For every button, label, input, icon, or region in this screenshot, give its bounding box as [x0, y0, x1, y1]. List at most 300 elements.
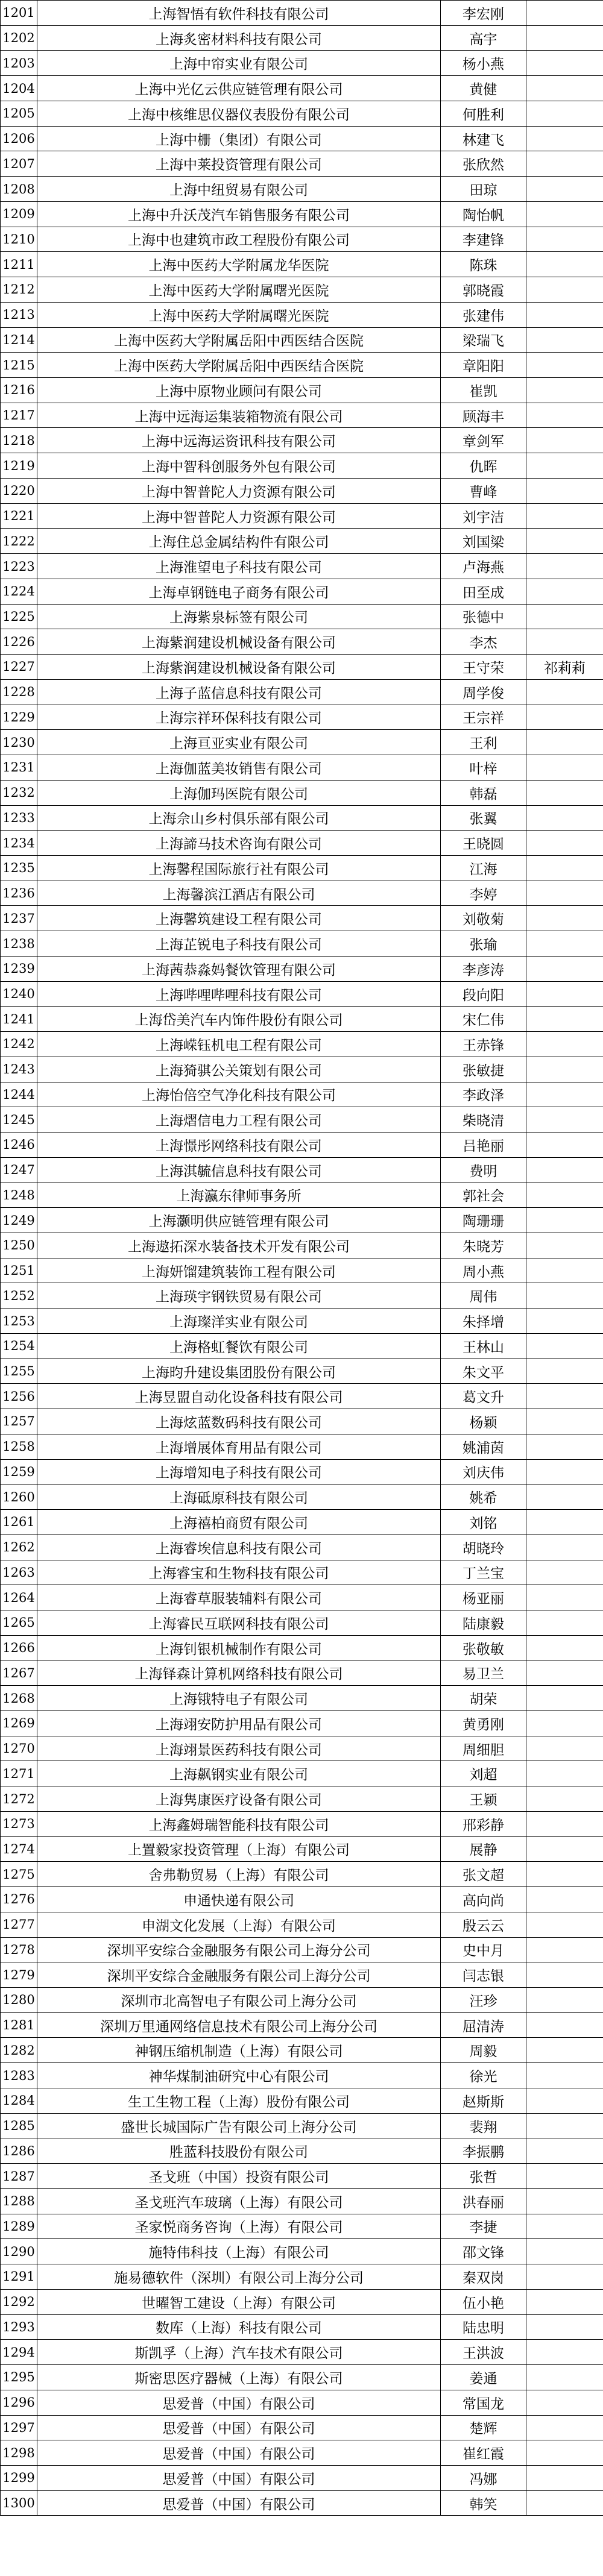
company-name: 舍弗勒贸易（上海）有限公司 [37, 1862, 441, 1887]
extra-name [526, 2239, 603, 2264]
company-name: 上海伽玛医院有限公司 [37, 780, 441, 805]
extra-name [526, 2314, 603, 2340]
extra-name [526, 1736, 603, 1761]
person-name: 胡荣 [441, 1686, 526, 1711]
table-row [1, 76, 603, 101]
extra-name [526, 403, 603, 428]
table-row [1, 831, 603, 856]
company-name: 上海伽蓝美妆销售有限公司 [37, 755, 441, 781]
company-name: 上海淮望电子科技有限公司 [37, 554, 441, 579]
person-name: 楚辉 [441, 2415, 526, 2440]
row-number: 1296 [1, 2390, 37, 2415]
extra-name [526, 277, 603, 303]
table-row [1, 503, 603, 529]
extra-name [526, 2390, 603, 2415]
person-name: 柴晓清 [441, 1107, 526, 1132]
table-row [1, 1359, 603, 1384]
company-name: 申通快递有限公司 [37, 1887, 441, 1912]
row-number: 1203 [1, 51, 37, 76]
table-row [1, 177, 603, 202]
person-name: 段向阳 [441, 981, 526, 1007]
row-number: 1263 [1, 1560, 37, 1585]
extra-name [526, 1560, 603, 1585]
extra-name [526, 1157, 603, 1183]
extra-name [526, 201, 603, 227]
extra-name [526, 1283, 603, 1308]
company-name: 施特伟科技（上海）有限公司 [37, 2239, 441, 2264]
company-name: 上海中纽贸易有限公司 [37, 177, 441, 202]
row-number: 1264 [1, 1585, 37, 1610]
table-row [1, 881, 603, 906]
table-row [1, 906, 603, 931]
row-number: 1238 [1, 931, 37, 957]
person-name: 韩笑 [441, 2490, 526, 2516]
row-number: 1247 [1, 1157, 37, 1183]
company-name: 上海憬彤网络科技有限公司 [37, 1132, 441, 1158]
table-row [1, 2038, 603, 2063]
table-row [1, 1157, 603, 1183]
company-name: 上海璨洋实业有限公司 [37, 1308, 441, 1334]
extra-name [526, 2138, 603, 2164]
person-name: 裴翔 [441, 2113, 526, 2138]
row-number: 1283 [1, 2063, 37, 2088]
person-name: 闫志银 [441, 1962, 526, 1988]
row-number: 1233 [1, 805, 37, 831]
row-number: 1252 [1, 1283, 37, 1308]
person-name: 屈清涛 [441, 2012, 526, 2038]
company-name: 上海中智普陀人力资源有限公司 [37, 503, 441, 529]
company-name: 上海紫润建设机械设备有限公司 [37, 629, 441, 655]
person-name: 姚浦茵 [441, 1434, 526, 1459]
person-name: 刘敬菊 [441, 906, 526, 931]
row-number: 1235 [1, 855, 37, 881]
table-row [1, 1862, 603, 1887]
person-name: 王洪波 [441, 2340, 526, 2365]
extra-name [526, 1132, 603, 1158]
company-name: 上海中医药大学附属岳阳中西医结合医院 [37, 327, 441, 353]
extra-name [526, 76, 603, 101]
table-row [1, 1686, 603, 1711]
table-row [1, 1233, 603, 1258]
extra-name [526, 1510, 603, 1535]
table-row [1, 2138, 603, 2164]
extra-name [526, 554, 603, 579]
company-name: 上海灏明供应链管理有限公司 [37, 1208, 441, 1233]
row-number: 1279 [1, 1962, 37, 1988]
row-number: 1243 [1, 1057, 37, 1082]
table-row [1, 805, 603, 831]
person-name: 崔凯 [441, 378, 526, 403]
row-number: 1215 [1, 353, 37, 378]
company-name: 申湖文化发展（上海）有限公司 [37, 1912, 441, 1937]
company-name: 上海中帘实业有限公司 [37, 51, 441, 76]
row-number: 1207 [1, 151, 37, 177]
company-name: 生工生物工程（上海）股份有限公司 [37, 2088, 441, 2113]
table-row [1, 2390, 603, 2415]
row-number: 1270 [1, 1736, 37, 1761]
extra-name [526, 302, 603, 327]
table-row [1, 1057, 603, 1082]
table-row [1, 1560, 603, 1585]
extra-name [526, 1359, 603, 1384]
person-name: 张德中 [441, 604, 526, 629]
table-row [1, 126, 603, 151]
company-name: 神华煤制油研究中心有限公司 [37, 2063, 441, 2088]
person-name: 刘铭 [441, 1510, 526, 1535]
person-name: 杨亚丽 [441, 1585, 526, 1610]
row-number: 1239 [1, 956, 37, 981]
person-name: 杨小燕 [441, 51, 526, 76]
table-row [1, 956, 603, 981]
company-name: 斯密思医疗器械（上海）有限公司 [37, 2365, 441, 2390]
row-number: 1224 [1, 579, 37, 604]
extra-name [526, 51, 603, 76]
person-name: 丁兰宝 [441, 1560, 526, 1585]
table-row [1, 2012, 603, 2038]
table-row [1, 705, 603, 730]
row-number: 1268 [1, 1686, 37, 1711]
row-number: 1273 [1, 1811, 37, 1836]
extra-name [526, 126, 603, 151]
table-row [1, 1660, 603, 1686]
row-number: 1298 [1, 2440, 37, 2466]
person-name: 张敏捷 [441, 1057, 526, 1082]
person-name: 何胜利 [441, 101, 526, 126]
extra-name [526, 1811, 603, 1836]
company-name: 上海炫蓝数码科技有限公司 [37, 1409, 441, 1434]
person-name: 周伟 [441, 1283, 526, 1308]
person-name: 伍小艳 [441, 2289, 526, 2314]
extra-name [526, 956, 603, 981]
extra-name [526, 428, 603, 453]
row-number: 1222 [1, 529, 37, 554]
table-row [1, 1434, 603, 1459]
extra-name [526, 1686, 603, 1711]
row-number: 1249 [1, 1208, 37, 1233]
company-name: 深圳市北高智电子有限公司上海分公司 [37, 1988, 441, 2013]
person-name: 高向尚 [441, 1887, 526, 1912]
extra-name [526, 2012, 603, 2038]
extra-name [526, 1912, 603, 1937]
person-name: 李政泽 [441, 1082, 526, 1107]
company-name: 上海佘山乡村俱乐部有限公司 [37, 805, 441, 831]
row-number: 1228 [1, 679, 37, 705]
row-number: 1256 [1, 1384, 37, 1409]
table-row [1, 1132, 603, 1158]
row-number: 1292 [1, 2289, 37, 2314]
row-number: 1217 [1, 403, 37, 428]
person-name: 殷云云 [441, 1912, 526, 1937]
person-name: 刘国梁 [441, 529, 526, 554]
row-number: 1281 [1, 2012, 37, 2038]
person-name: 韩磊 [441, 780, 526, 805]
person-name: 王颖 [441, 1786, 526, 1812]
table-row [1, 981, 603, 1007]
extra-name [526, 529, 603, 554]
extra-name [526, 831, 603, 856]
table-row [1, 529, 603, 554]
table-row [1, 1585, 603, 1610]
row-number: 1274 [1, 1836, 37, 1862]
row-number: 1290 [1, 2239, 37, 2264]
person-name: 宋仁伟 [441, 1007, 526, 1032]
company-name: 上海嵘钰机电工程有限公司 [37, 1032, 441, 1057]
extra-name [526, 2088, 603, 2113]
row-number: 1267 [1, 1660, 37, 1686]
company-name: 上海妍馏建筑装饰工程有限公司 [37, 1258, 441, 1283]
row-number: 1288 [1, 2188, 37, 2214]
company-name: 圣家悦商务咨询（上海）有限公司 [37, 2214, 441, 2239]
extra-name [526, 780, 603, 805]
extra-name [526, 1384, 603, 1409]
person-name: 王守荣 [441, 655, 526, 680]
extra-name [526, 101, 603, 126]
table-row [1, 201, 603, 227]
row-number: 1300 [1, 2490, 37, 2516]
company-name: 上海茜恭淼妈餐饮管理有限公司 [37, 956, 441, 981]
row-number: 1202 [1, 25, 37, 51]
extra-name [526, 1887, 603, 1912]
row-number: 1248 [1, 1183, 37, 1208]
row-number: 1294 [1, 2340, 37, 2365]
company-name: 上海中莱投资管理有限公司 [37, 151, 441, 177]
table-row [1, 1711, 603, 1736]
table-row [1, 1510, 603, 1535]
row-number: 1216 [1, 378, 37, 403]
person-name: 李婷 [441, 881, 526, 906]
extra-name [526, 378, 603, 403]
person-name: 张瑜 [441, 931, 526, 957]
row-number: 1255 [1, 1359, 37, 1384]
company-name: 思爱普（中国）有限公司 [37, 2440, 441, 2466]
person-name: 徐光 [441, 2063, 526, 2088]
row-number: 1226 [1, 629, 37, 655]
company-name: 世曜智工建设（上海）有限公司 [37, 2289, 441, 2314]
extra-name [526, 2440, 603, 2466]
table-row [1, 1887, 603, 1912]
row-number: 1212 [1, 277, 37, 303]
company-name: 上海諦马技术咨询有限公司 [37, 831, 441, 856]
company-name: 上海瑛宇钢铁贸易有限公司 [37, 1283, 441, 1308]
row-number: 1286 [1, 2138, 37, 2164]
table-row [1, 2264, 603, 2290]
company-name: 上海格虹餐饮有限公司 [37, 1333, 441, 1359]
extra-name [526, 2164, 603, 2189]
person-name: 陶珊珊 [441, 1208, 526, 1233]
row-number: 1275 [1, 1862, 37, 1887]
table-row [1, 1384, 603, 1409]
table-row [1, 604, 603, 629]
person-name: 李捷 [441, 2214, 526, 2239]
row-number: 1221 [1, 503, 37, 529]
table-row [1, 453, 603, 479]
extra-name [526, 2490, 603, 2516]
person-name: 姜通 [441, 2365, 526, 2390]
row-number: 1258 [1, 1434, 37, 1459]
table-row [1, 2314, 603, 2340]
table-row [1, 1, 603, 26]
extra-name [526, 353, 603, 378]
company-name: 上海昀升建设集团股份有限公司 [37, 1359, 441, 1384]
person-name: 葛文升 [441, 1384, 526, 1409]
table-row [1, 1032, 603, 1057]
extra-name [526, 1459, 603, 1484]
company-name: 施易德软件（深圳）有限公司上海分公司 [37, 2264, 441, 2290]
person-name: 黄健 [441, 76, 526, 101]
row-number: 1282 [1, 2038, 37, 2063]
table-row [1, 302, 603, 327]
extra-name [526, 453, 603, 479]
extra-name [526, 1484, 603, 1510]
company-name: 上海睿草服装辅料有限公司 [37, 1585, 441, 1610]
extra-name [526, 1057, 603, 1082]
extra-name [526, 629, 603, 655]
row-number: 1211 [1, 252, 37, 277]
person-name: 张哲 [441, 2164, 526, 2189]
company-name: 上海住总金属结构件有限公司 [37, 529, 441, 554]
person-name: 叶梓 [441, 755, 526, 781]
company-name: 上海翊景医药科技有限公司 [37, 1736, 441, 1761]
table-row [1, 780, 603, 805]
table-row [1, 277, 603, 303]
row-number: 1297 [1, 2415, 37, 2440]
company-name: 深圳万里通网络信息技术有限公司上海分公司 [37, 2012, 441, 2038]
extra-name [526, 1007, 603, 1032]
table-row [1, 755, 603, 781]
person-name: 周毅 [441, 2038, 526, 2063]
person-name: 郭晓霞 [441, 277, 526, 303]
row-number: 1271 [1, 1761, 37, 1786]
extra-name [526, 2340, 603, 2365]
extra-name [526, 2365, 603, 2390]
row-number: 1246 [1, 1132, 37, 1158]
roster-body [1, 1, 603, 2516]
table-row [1, 1962, 603, 1988]
table-row [1, 478, 603, 503]
extra-name [526, 1082, 603, 1107]
extra-name [526, 1183, 603, 1208]
table-row [1, 2365, 603, 2390]
extra-name [526, 151, 603, 177]
company-name: 上海卓钢链电子商务有限公司 [37, 579, 441, 604]
company-name: 上海中医药大学附属曙光医院 [37, 277, 441, 303]
company-name: 神钢压缩机制造（上海）有限公司 [37, 2038, 441, 2063]
company-name: 上海炙密材料科技有限公司 [37, 25, 441, 51]
extra-name [526, 2289, 603, 2314]
person-name: 黄勇刚 [441, 1711, 526, 1736]
extra-name [526, 881, 603, 906]
row-number: 1284 [1, 2088, 37, 2113]
table-row [1, 1635, 603, 1660]
table-row [1, 378, 603, 403]
company-name: 上海遨拓深水装备技术开发有限公司 [37, 1233, 441, 1258]
company-name: 上海中远海运集装箱物流有限公司 [37, 403, 441, 428]
extra-name [526, 252, 603, 277]
person-name: 张建伟 [441, 302, 526, 327]
table-row [1, 1736, 603, 1761]
row-number: 1242 [1, 1032, 37, 1057]
row-number: 1230 [1, 730, 37, 755]
extra-name [526, 1233, 603, 1258]
table-row [1, 2340, 603, 2365]
extra-name [526, 604, 603, 629]
person-name: 李建锋 [441, 227, 526, 252]
extra-name [526, 1585, 603, 1610]
person-name: 李振鹏 [441, 2138, 526, 2164]
extra-name [526, 2063, 603, 2088]
extra-name [526, 1208, 603, 1233]
extra-name [526, 1409, 603, 1434]
row-number: 1201 [1, 1, 37, 26]
table-row [1, 679, 603, 705]
table-row [1, 730, 603, 755]
extra-name [526, 2465, 603, 2490]
company-name: 上海砥原科技有限公司 [37, 1484, 441, 1510]
company-name: 圣戈班汽车玻璃（上海）有限公司 [37, 2188, 441, 2214]
row-number: 1232 [1, 780, 37, 805]
row-number: 1253 [1, 1308, 37, 1334]
row-number: 1260 [1, 1484, 37, 1510]
extra-name [526, 1862, 603, 1887]
table-row [1, 252, 603, 277]
person-name: 朱文平 [441, 1359, 526, 1384]
table-row [1, 2490, 603, 2516]
company-name: 数库（上海）科技有限公司 [37, 2314, 441, 2340]
person-name: 费明 [441, 1157, 526, 1183]
person-name: 邢彩静 [441, 1811, 526, 1836]
table-row [1, 1610, 603, 1636]
table-row [1, 403, 603, 428]
company-name: 上海锇特电子有限公司 [37, 1686, 441, 1711]
person-name: 陆忠明 [441, 2314, 526, 2340]
table-row [1, 1333, 603, 1359]
row-number: 1236 [1, 881, 37, 906]
person-name: 王宗祥 [441, 705, 526, 730]
table-row [1, 1912, 603, 1937]
row-number: 1277 [1, 1912, 37, 1937]
row-number: 1272 [1, 1786, 37, 1812]
company-name: 思爱普（中国）有限公司 [37, 2490, 441, 2516]
table-row [1, 1937, 603, 1962]
person-name: 秦双岗 [441, 2264, 526, 2290]
person-name: 陈珠 [441, 252, 526, 277]
row-number: 1225 [1, 604, 37, 629]
person-name: 朱晓芳 [441, 1233, 526, 1258]
person-name: 田琼 [441, 177, 526, 202]
extra-name [526, 2038, 603, 2063]
table-row [1, 2113, 603, 2138]
row-number: 1237 [1, 906, 37, 931]
company-name: 上海中原物业顾问有限公司 [37, 378, 441, 403]
table-row [1, 1107, 603, 1132]
extra-name [526, 2188, 603, 2214]
extra-name: 祁莉莉 [526, 655, 603, 680]
person-name: 王晓圆 [441, 831, 526, 856]
row-number: 1214 [1, 327, 37, 353]
row-number: 1210 [1, 227, 37, 252]
person-name: 胡晓玲 [441, 1535, 526, 1560]
row-number: 1278 [1, 1937, 37, 1962]
extra-name [526, 730, 603, 755]
company-name: 上海昱盟自动化设备科技有限公司 [37, 1384, 441, 1409]
table-row [1, 2188, 603, 2214]
row-number: 1220 [1, 478, 37, 503]
table-row [1, 1283, 603, 1308]
table-row [1, 353, 603, 378]
company-name: 胜蓝科技股份有限公司 [37, 2138, 441, 2164]
table-row [1, 655, 603, 680]
person-name: 顾海丰 [441, 403, 526, 428]
